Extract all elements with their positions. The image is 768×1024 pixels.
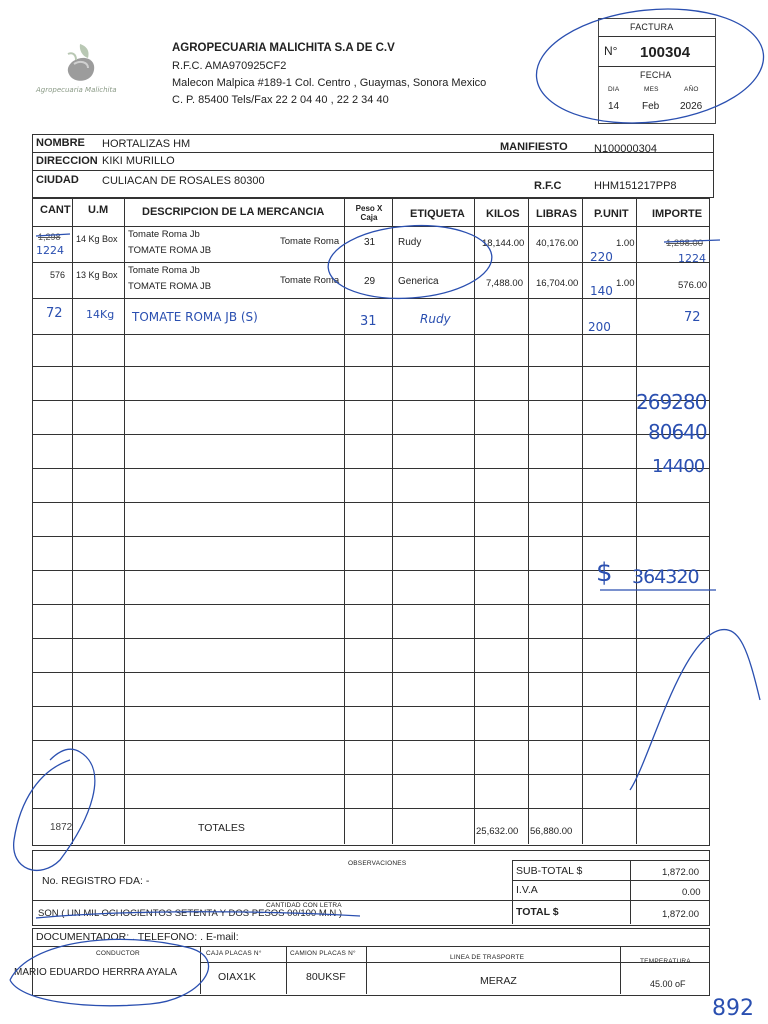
table-row-1-kilos: 18,144.00 — [482, 238, 525, 249]
caja-value: OIAX1K — [218, 971, 256, 983]
caja-placas-label: CAJA PLACAS N° — [206, 950, 262, 957]
table-row-1-um: 14 Kg Box — [76, 234, 118, 244]
table-row-2-desc2: TOMATE ROMA JB — [128, 281, 212, 292]
client-name-label: NOMBRE — [36, 137, 85, 149]
table-row-2-peso: 29 — [364, 276, 376, 287]
invoice-month: Feb — [642, 101, 660, 112]
hw-row3-cant: 72 — [46, 306, 63, 321]
hw-corner-number: 892 — [712, 996, 754, 1021]
linea-label: LINEA DE TRASPORTE — [450, 954, 525, 961]
invoice-no-label: N° — [604, 44, 618, 58]
table-row-2-um: 13 Kg Box — [76, 270, 118, 280]
col-header-cant: CANT — [40, 204, 71, 216]
fda-label: No. REGISTRO FDA: - — [42, 875, 150, 887]
month-label: MES — [644, 86, 659, 93]
total-kilos: 25,632.00 — [476, 826, 519, 837]
subtotal-value: 1,872.00 — [662, 867, 699, 878]
invoice-title: FACTURA — [630, 22, 674, 32]
manifest-value: N100000304 — [594, 143, 658, 155]
col-header-peso: Peso X Caja — [355, 204, 383, 222]
table-row-2-desc1: Tomate Roma Jb — [128, 265, 200, 276]
company-address: Malecon Malpica #189-1 Col. Centro , Guaymas, Sonora Mexico — [172, 77, 487, 89]
company-name: AGROPECUARIA MALICHITA S.A DE C.V — [172, 42, 395, 54]
hw-row3-punit: 200 — [588, 320, 611, 334]
documentador-line: DOCUMENTADOR: . TELEFONO: . E-mail: — [36, 931, 239, 943]
table-row-1-desc3: Tomate Roma — [280, 236, 340, 247]
client-address-label: DIRECCION — [36, 155, 98, 167]
observaciones-label: OBSERVACIONES — [348, 860, 407, 867]
col-header-kilos: KILOS — [486, 208, 520, 220]
invoice-year: 2026 — [680, 101, 703, 112]
table-row-1-desc2: TOMATE ROMA JB — [128, 245, 212, 256]
hw-calc-1: 269280 — [636, 390, 707, 414]
table-row-1-libras: 40,176.00 — [536, 238, 579, 249]
table-row-1-desc1: Tomate Roma Jb — [128, 229, 200, 240]
hw-row3-peso: 31 — [360, 314, 377, 329]
camion-placas-label: CAMION PLACAS N° — [290, 950, 356, 957]
col-header-importe: IMPORTE — [652, 208, 703, 220]
client-name: HORTALIZAS HM — [102, 138, 191, 150]
company-rfc: R.F.C. AMA970925CF2 — [172, 60, 287, 72]
table-row-1-importe: 1,298.00 — [666, 238, 703, 249]
col-header-etiqueta: ETIQUETA — [410, 208, 465, 220]
invoice-day: 14 — [608, 101, 620, 112]
logo-text: Agropecuaria Malichita — [36, 86, 117, 94]
temperatura-label: TEMPERATURA — [640, 958, 691, 965]
client-rfc-label: R.F.C — [534, 180, 562, 192]
table-row-1-etiqueta: Rudy — [398, 237, 422, 248]
cantidad-letra-label: CANTIDAD CON LETRA — [266, 902, 342, 909]
col-header-libras: LIBRAS — [536, 208, 577, 220]
date-label: FECHA — [640, 70, 672, 80]
col-header-desc: DESCRIPCION DE LA MERCANCIA — [142, 206, 325, 218]
hw-row1-punit: 220 — [590, 250, 613, 264]
hw-row3-desc: TOMATE ROMA JB (S) — [132, 310, 258, 324]
col-header-punit: P.UNIT — [594, 208, 629, 220]
subtotal-label: SUB-TOTAL $ — [516, 865, 583, 877]
iva-value: 0.00 — [682, 887, 701, 898]
client-city: CULIACAN DE ROSALES 80300 — [102, 175, 265, 187]
client-city-label: CIUDAD — [36, 174, 79, 186]
table-row-2-kilos: 7,488.00 — [486, 278, 523, 289]
col-header-um: U.M — [88, 204, 109, 216]
company-phone: C. P. 85400 Tels/Fax 22 2 04 40 , 22 2 34 40 — [172, 94, 389, 106]
table-row-1-cant: 1,298 — [38, 232, 61, 242]
total-libras: 56,880.00 — [530, 826, 573, 837]
table-row-2-cant: 576 — [50, 270, 66, 280]
hw-calc-3: 14400 — [652, 456, 705, 477]
total-value: 1,872.00 — [662, 909, 699, 920]
year-label: AÑO — [684, 86, 699, 93]
hw-row1-importe: 1224 — [678, 252, 706, 265]
table-row-2-etiqueta: Generica — [398, 276, 439, 287]
table-row-2-importe: 576.00 — [678, 280, 708, 291]
iva-label: I.V.A — [516, 884, 538, 896]
table-row-1-peso: 31 — [364, 237, 376, 248]
client-address: KIKI MURILLO — [102, 155, 175, 167]
conductor-label: CONDUCTOR — [96, 950, 140, 957]
manifest-label: MANIFIESTO — [500, 141, 568, 153]
hw-row2-punit: 140 — [590, 284, 613, 298]
conductor-value: MARIO EDUARDO HERRRA AYALA — [14, 967, 177, 978]
hw-dollar: $ — [596, 558, 613, 588]
amount-in-words: SON ( UN MIL OCHOCIENTOS SETENTA Y DOS PESOS 00/100 M.N ) — [38, 908, 343, 919]
hw-row3-um: 14Kg — [86, 308, 115, 321]
hw-row3-importe: 72 — [684, 310, 701, 325]
table-row-2-libras: 16,704.00 — [536, 278, 579, 289]
hw-calc-total: 364320 — [632, 566, 699, 588]
table-row-2-punit: 1.00 — [616, 278, 635, 289]
temp-value: 45.00 oF — [650, 979, 686, 989]
total-cant: 1872 — [50, 822, 73, 833]
hw-calc-2: 80640 — [648, 420, 707, 444]
hw-row3-etiqueta: Rudy — [420, 312, 451, 326]
hw-row1-cant: 1224 — [36, 244, 64, 257]
client-rfc: HHM151217PP8 — [594, 180, 677, 192]
totals-label: TOTALES — [198, 822, 245, 834]
camion-value: 80UKSF — [306, 971, 346, 983]
table-row-2-desc3: Tomate Roma — [280, 275, 340, 286]
table-row-1-punit: 1.00 — [616, 238, 635, 249]
day-label: DIA — [608, 86, 620, 93]
total-label: TOTAL $ — [516, 906, 559, 918]
linea-value: MERAZ — [480, 975, 517, 987]
invoice-number: 100304 — [640, 44, 691, 61]
